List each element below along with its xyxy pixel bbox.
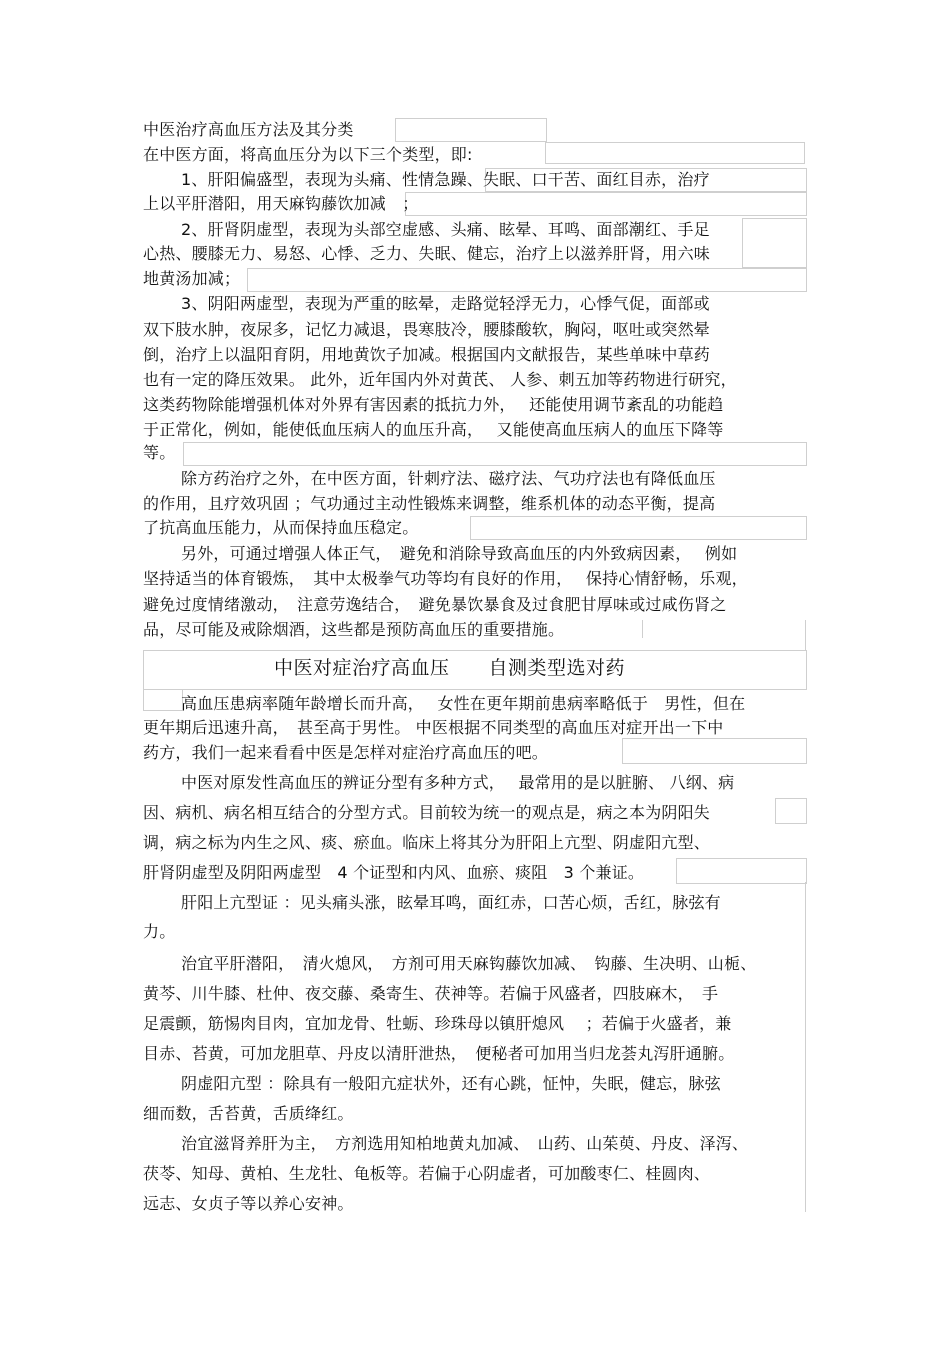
text-line: 高血压患病率随年龄增长而升高， 女性在更年期前患病率略低于 男性，但在	[181, 694, 746, 713]
scan-frame	[622, 738, 807, 764]
text-line: 心热、腰膝无力、易怒、心悸、乏力、失眠、健忘，治疗上以滋养肝肾，用六味	[143, 244, 711, 263]
scan-frame	[676, 858, 807, 884]
scan-rule	[805, 620, 806, 650]
text-line: 力。	[143, 922, 176, 941]
text-line: 坚持适当的体育锻炼， 其中太极拳气功等均有良好的作用， 保持心情舒畅，乐观，	[143, 569, 748, 588]
scan-frame	[183, 442, 807, 466]
text-line: 3、阴阳两虚型，表现为严重的眩晕，走路觉轻浮无力，心悸气促，面部或	[181, 294, 710, 313]
text-line: 阴虚阳亢型 ：除具有一般阳亢症状外，还有心跳，怔忡，失眠，健忘，脉弦	[181, 1074, 721, 1093]
text-line: 的作用，且疗效巩固 ；气功通过主动性锻炼来调整，维系机体的动态平衡，提高	[143, 494, 716, 513]
text-line: 这类药物除能增强机体对外界有害因素的抵抗力外， 还能使用调节紊乱的功能趋	[143, 395, 724, 414]
text-line: 更年期后迅速升高， 甚至高于男性。 中医根据不同类型的高血压对症开出一下中	[143, 718, 724, 737]
scan-frame	[143, 689, 183, 711]
text-line: 了抗高血压能力，从而保持血压稳定。	[143, 518, 419, 537]
text-line: 另外，可通过增强人体正气， 避免和消除导致高血压的内外致病因素， 例如	[181, 544, 738, 563]
text-line: 在中医方面，将高血压分为以下三个类型，即:	[143, 145, 473, 164]
scan-frame	[395, 118, 547, 142]
text-line: 倒，治疗上以温阳育阴，用地黄饮子加减。根据国内文献报告，某些单味中草药	[143, 345, 711, 364]
section-heading: 中医对症治疗高血压 自测类型选对药	[274, 657, 626, 679]
document-title: 中医治疗高血压方法及其分类	[143, 120, 354, 139]
text-line: 茯苓、知母、黄柏、生龙牡、龟板等。若偏于心阴虚者，可加酸枣仁、桂圆肉、	[143, 1164, 711, 1183]
scan-rule	[805, 882, 806, 1212]
text-line: 足震颤，筋惕肉目肉，宜加龙骨、牡蛎、珍珠母以镇肝熄风 ；若偏于火盛者，兼	[143, 1014, 732, 1033]
scan-frame	[470, 516, 807, 540]
text-line: 调，病之标为内生之风、痰、瘀血。临床上将其分为肝阳上亢型、阴虚阳亢型、	[143, 833, 711, 852]
text-line: 于正常化，例如，能使低血压病人的血压升高， 又能使高血压病人的血压下降等	[143, 420, 724, 439]
text-line: 也有一定的降压效果。 此外，近年国内外对黄芪、 人参、刺五加等药物进行研究，	[143, 370, 737, 389]
text-line: 除方药治疗之外，在中医方面，针刺疗法、磁疗法、气功疗法也有降低血压	[181, 469, 716, 488]
text-line: 远志、女贞子等以养心安神。	[143, 1194, 354, 1213]
text-line: 地黄汤加减；	[143, 269, 241, 288]
text-line: 药方，我们一起来看看中医是怎样对症治疗高血压的吧。	[143, 743, 549, 762]
text-line: 黄芩、川牛膝、杜仲、夜交藤、桑寄生、茯神等。若偏于风盛者，四肢麻木， 手	[143, 984, 719, 1003]
text-line: 品，尽可能及戒除烟酒，这些都是预防高血压的重要措施。	[143, 620, 565, 639]
text-line: 等。	[143, 443, 176, 462]
text-line: 细而数，舌苔黄，舌质绛红。	[143, 1104, 354, 1123]
text-line: 目赤、苔黄，可加龙胆草、丹皮以清肝泄热， 便秘者可加用当归龙荟丸泻肝通腑。	[143, 1044, 735, 1063]
text-line: 双下肢水肿，夜尿多，记忆力减退，畏寒肢冷，腰膝酸软，胸闷，呕吐或突然晕	[143, 320, 711, 339]
scan-frame	[405, 192, 807, 216]
text-line: 1、肝阳偏盛型，表现为头痛、性情急躁、失眠、口干苦、面红目赤，治疗	[181, 170, 710, 189]
scan-frame	[545, 142, 805, 164]
text-line: 治宜平肝潜阳， 清火熄风， 方剂可用天麻钩藤饮加减、 钩藤、生决明、山栀、	[181, 954, 757, 973]
text-line: 治宜滋肾养肝为主， 方剂选用知柏地黄丸加减、 山药、山茱萸、丹皮、泽泻、	[181, 1134, 749, 1153]
text-line: 上以平肝潜阳，用天麻钩藤饮加减 ；	[143, 194, 419, 213]
text-line: 肝肾阴虚型及阴阳两虚型 4 个证型和内风、血瘀、痰阻 3 个兼证。	[143, 863, 645, 882]
scan-frame	[742, 218, 807, 268]
scan-rule	[642, 620, 643, 638]
text-line: 避免过度情绪激动， 注意劳逸结合， 避免暴饮暴食及过食肥甘厚味或过咸伤肾之	[143, 595, 727, 614]
text-line: 因、病机、病名相互结合的分型方式。目前较为统一的观点是，病之本为阴阳失	[143, 803, 711, 822]
scan-frame	[247, 268, 807, 292]
scan-frame	[775, 798, 807, 824]
text-line: 2、肝肾阴虚型，表现为头部空虚感、头痛、眩晕、耳鸣、面部潮红、手足	[181, 220, 710, 239]
text-line: 中医对原发性高血压的辨证分型有多种方式， 最常用的是以脏腑、 八纲、病	[181, 773, 735, 792]
text-line: 肝阳上亢型证 ：见头痛头涨，眩晕耳鸣，面红赤，口苦心烦，舌红，脉弦有	[181, 893, 721, 912]
